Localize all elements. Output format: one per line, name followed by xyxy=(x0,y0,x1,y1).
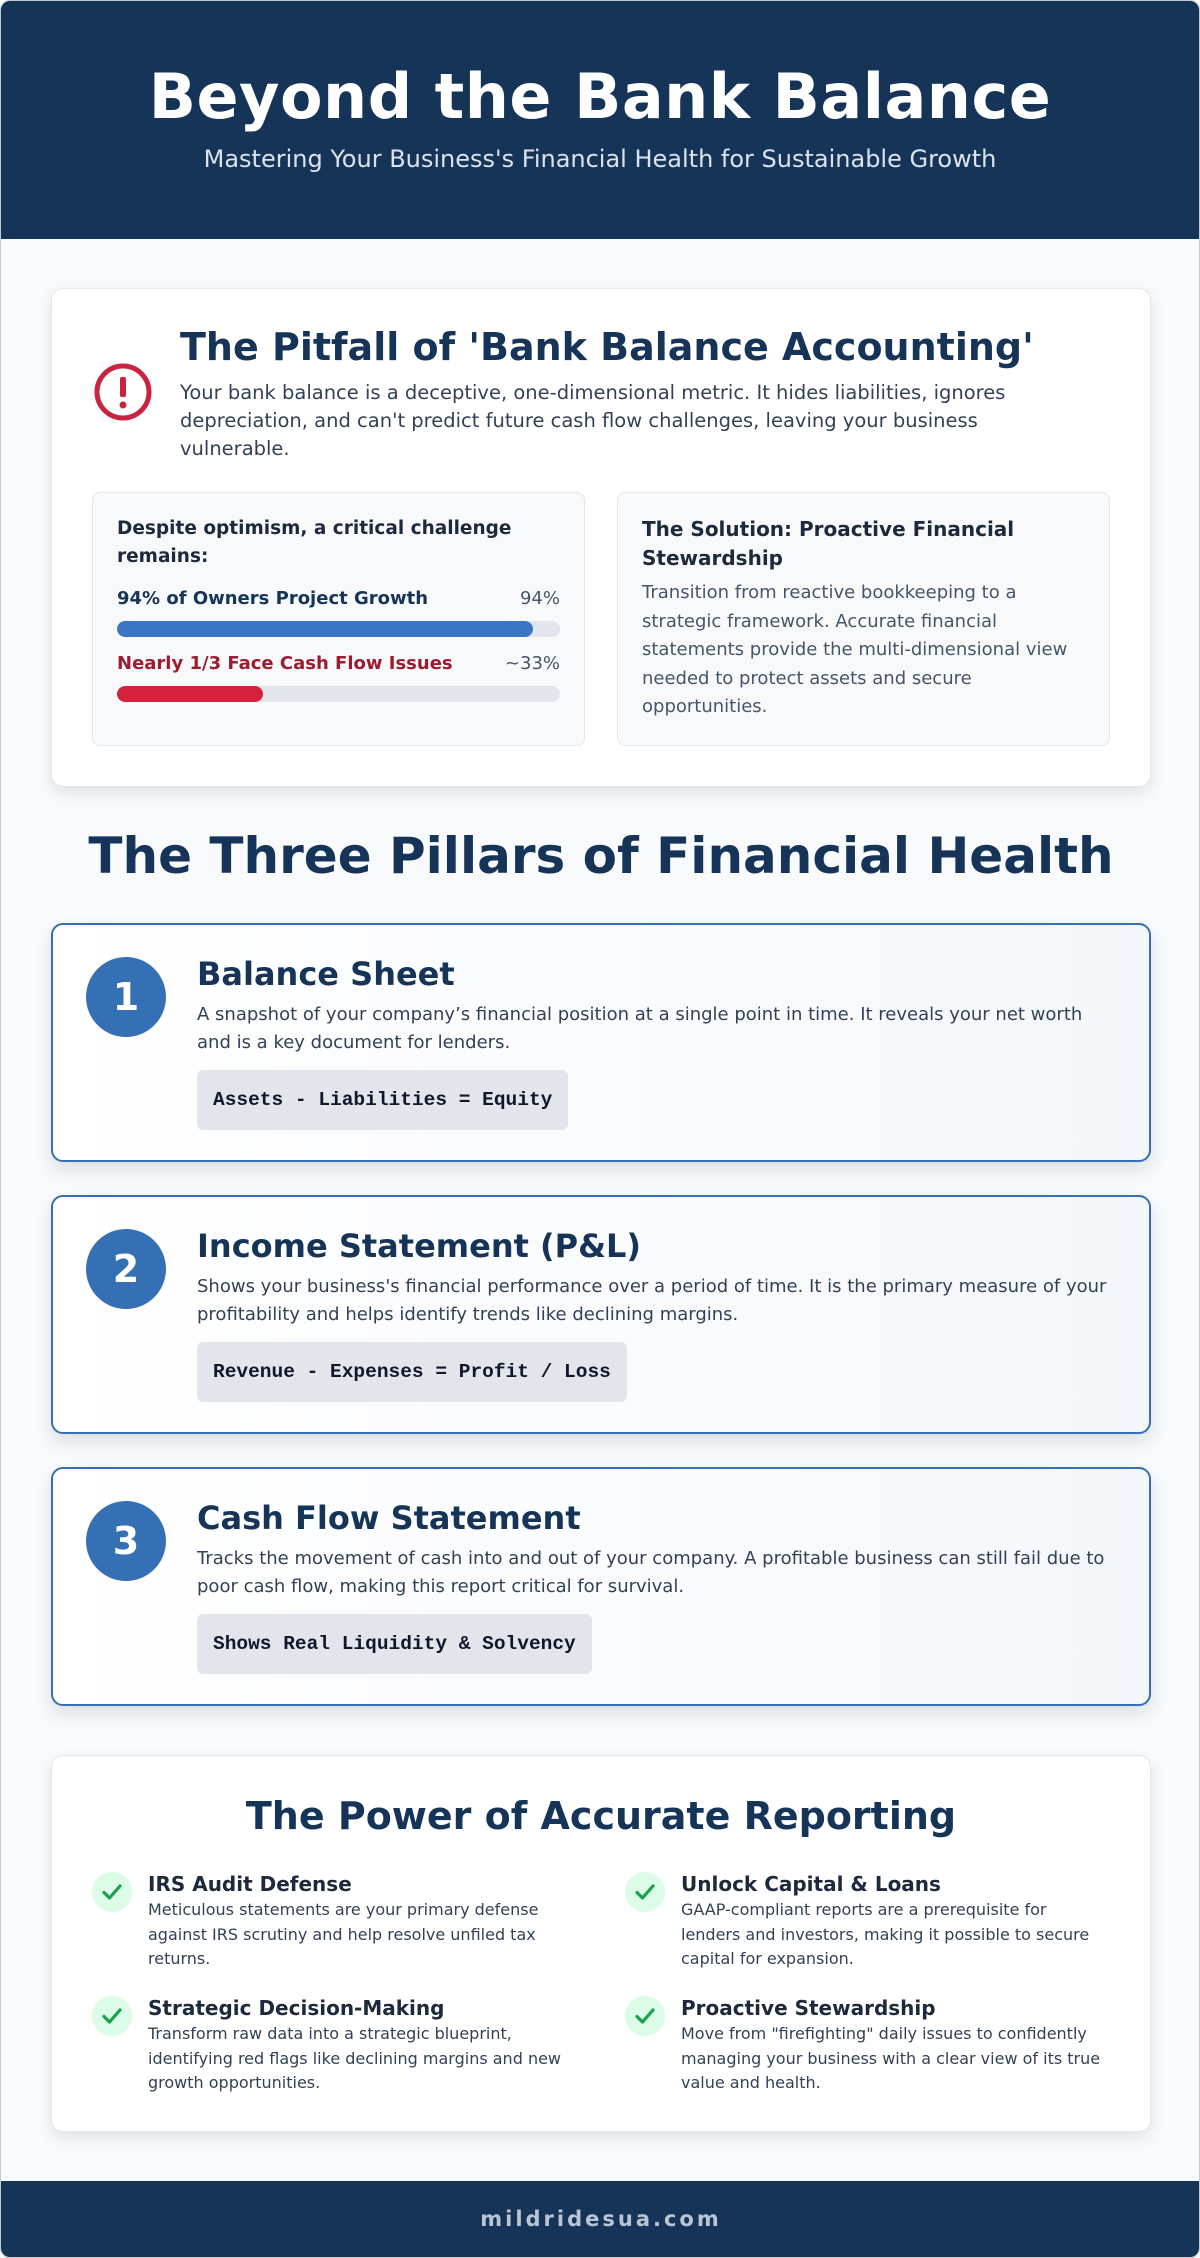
pillar-number-badge: 1 xyxy=(86,957,166,1037)
benefit-text: Move from "firefighting" daily issues to confidently managing your business with a clear view of its true value and health. xyxy=(681,2024,1101,2092)
stat-value-cashflow: ~33% xyxy=(504,653,560,674)
stat-label-cashflow: Nearly 1/3 Face Cash Flow Issues xyxy=(117,653,453,674)
pillar-card-cash-flow xyxy=(51,1467,1151,1706)
benefit-title: Proactive Stewardship xyxy=(681,1996,936,2020)
check-icon xyxy=(625,1996,665,2036)
benefits-title: The Power of Accurate Reporting xyxy=(245,1794,957,1838)
pillar-formula: Assets - Liabilities = Equity xyxy=(197,1070,568,1130)
pillar-number-badge: 3 xyxy=(86,1501,166,1581)
pillar-title: Income Statement (P&L) xyxy=(197,1227,642,1265)
pillar-formula: Shows Real Liquidity & Solvency xyxy=(197,1614,592,1674)
progress-fill-cashflow xyxy=(117,686,263,702)
challenge-heading: Despite optimism, a critical challenge remains: xyxy=(117,518,512,567)
pillar-description: A snapshot of your company’s financial position at a single point in time. It reveals your net worth and is a key document for lenders. xyxy=(197,1004,1083,1053)
solution-heading: The Solution: Proactive Financial Stewardship xyxy=(642,517,1015,570)
progress-bar-cashflow xyxy=(117,686,560,702)
pitfall-description: Your bank balance is a deceptive, one-dimensional metric. It hides liabilities, ignores depreciation, and can't predict future cash flow challenges, leaving your business vulnerable. xyxy=(180,381,1006,460)
pillar-number-badge: 2 xyxy=(86,1229,166,1309)
pitfall-card xyxy=(51,288,1151,787)
benefit-text: Meticulous statements are your primary defense against IRS scrutiny and help resolve unfiled tax returns. xyxy=(148,1900,539,1968)
benefit-title: Unlock Capital & Loans xyxy=(681,1872,941,1896)
stat-value-growth: 94% xyxy=(519,588,560,609)
pillar-card-income-statement xyxy=(51,1195,1151,1434)
pillar-title: Cash Flow Statement xyxy=(197,1499,581,1537)
benefit-title: IRS Audit Defense xyxy=(148,1872,352,1896)
pillars-section-title: The Three Pillars of Financial Health xyxy=(88,827,1114,885)
footer xyxy=(1,2181,1200,2258)
pillar-formula: Revenue - Expenses = Profit / Loss xyxy=(197,1342,627,1402)
benefit-title: Strategic Decision-Making xyxy=(148,1996,445,2020)
stat-label-growth: 94% of Owners Project Growth xyxy=(117,588,429,609)
progress-bar-growth xyxy=(117,621,560,637)
pillar-card-balance-sheet xyxy=(51,923,1151,1162)
solution-text: Transition from reactive bookkeeping to a strategic framework. Accurate financial statements provide the multi-dimensional view needed to protect assets and secure opportunities. xyxy=(642,582,1068,717)
pitfall-title: The Pitfall of 'Bank Balance Accounting' xyxy=(180,325,1034,369)
reporting-benefits-card xyxy=(51,1755,1151,2132)
page-title: Beyond the Bank Balance xyxy=(148,60,1052,133)
challenge-panel xyxy=(92,492,585,746)
alert-circle-icon xyxy=(94,363,152,421)
progress-fill-growth xyxy=(117,621,533,637)
footer-website: mildridesua.com xyxy=(480,2207,722,2231)
check-icon xyxy=(92,1996,132,2036)
pillar-description: Tracks the movement of cash into and out of your company. A profitable business can still fail due to poor cash flow, making this report critical for survival. xyxy=(197,1548,1105,1597)
pillar-title: Balance Sheet xyxy=(197,955,455,993)
hero-header xyxy=(1,1,1199,239)
check-icon xyxy=(92,1872,132,1912)
check-icon xyxy=(625,1872,665,1912)
benefit-text: Transform raw data into a strategic blueprint, identifying red flags like declining margins and new growth opportunities. xyxy=(148,2024,562,2092)
solution-panel xyxy=(617,492,1110,746)
benefit-text: GAAP-compliant reports are a prerequisite for lenders and investors, making it possible to secure capital for expansion. xyxy=(681,1900,1090,1968)
page-subtitle: Mastering Your Business's Financial Health for Sustainable Growth xyxy=(203,145,997,173)
pillar-description: Shows your business's financial performance over a period of time. It is the primary measure of your profitability and helps identify trends like declining margins. xyxy=(197,1276,1107,1325)
